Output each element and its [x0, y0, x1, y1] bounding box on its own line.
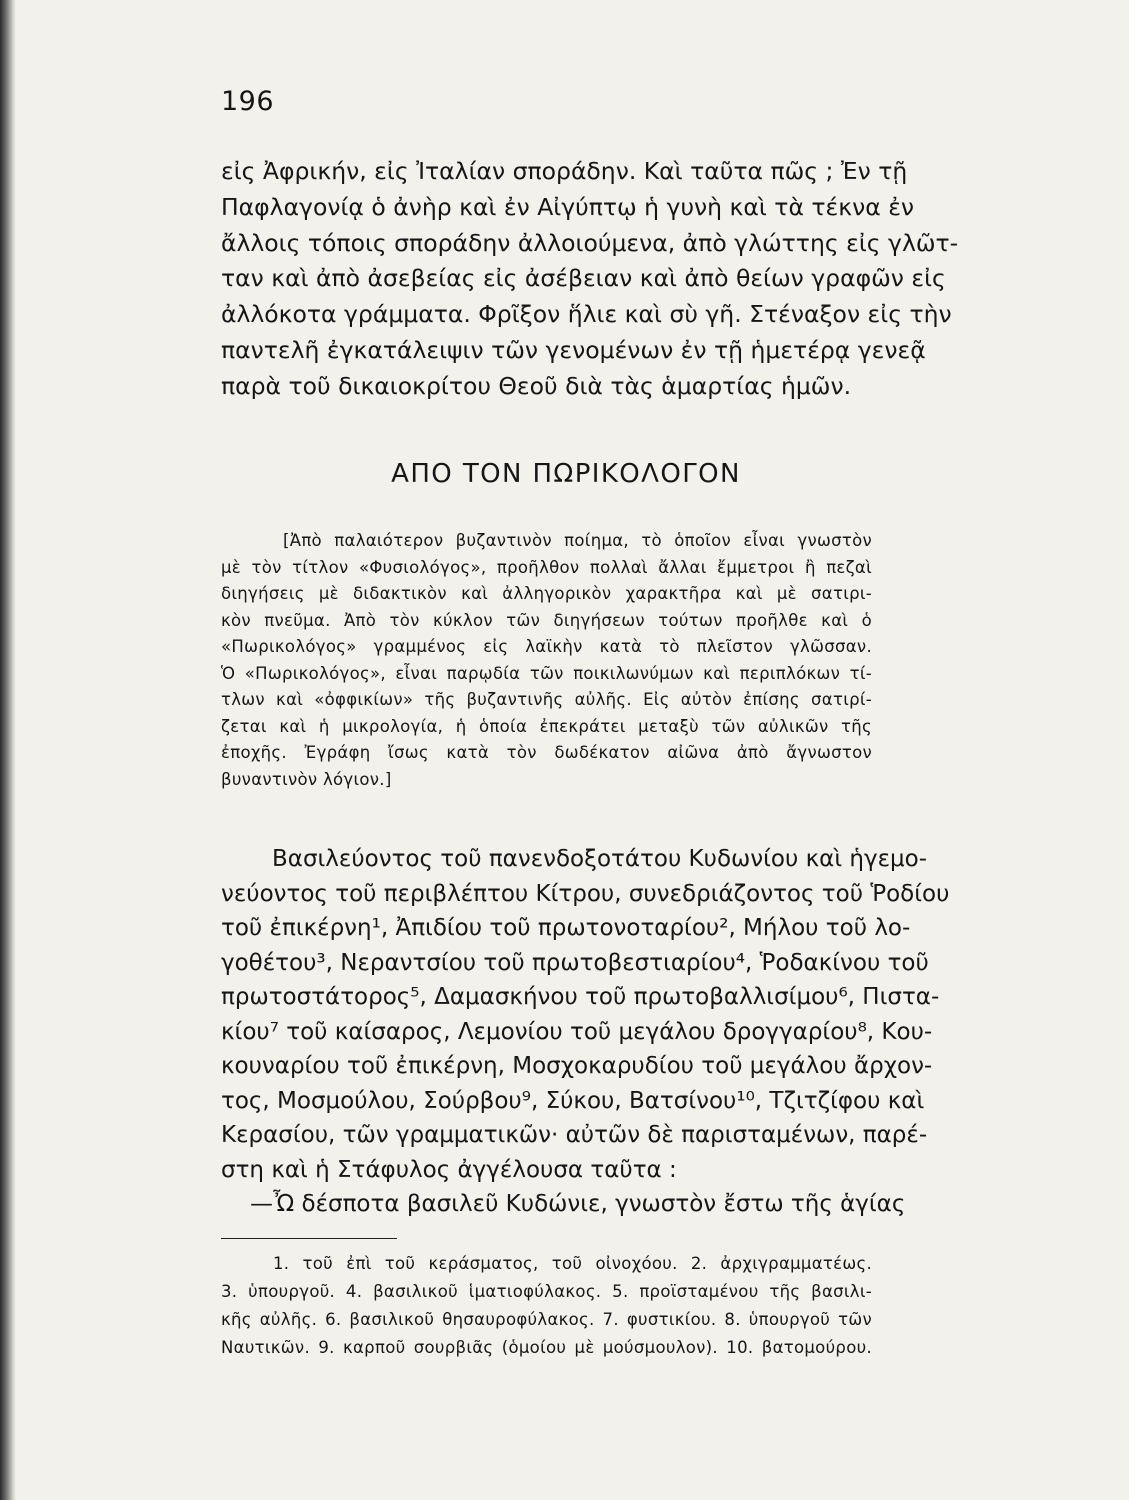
footnote-line: Ναυτικῶν. 9. καρποῦ σουρβιᾶς (ὁμοίου μὲ μούσμουλον). 10. βατομούρου. — [221, 1338, 872, 1357]
footnotes — [221, 1250, 872, 1362]
main-text — [221, 842, 950, 1222]
main-line: Βασιλεύοντος τοῦ πανενδοξοτάτου Κυδωνίου καὶ ἡγεμο- — [272, 846, 928, 872]
intro-line: ἀλλόκοτα γράμματα. Φρῖξον ἥλιε καὶ σὺ γῆ. Στέναξον εἰς τὴν — [221, 300, 952, 329]
main-line: τοῦ ἐπικέρνη¹, Ἀπιδίου τοῦ πρωτονοταρίου², Μήλου τοῦ λο- — [221, 915, 911, 941]
note-line: [Ἀπὸ παλαιότερον βυζαντινὸν ποίημα, τὸ ὁποῖον εἶναι γνωστὸν — [283, 531, 872, 550]
main-line: πρωτοστάτορος⁵, Δαμασκήνου τοῦ πρωτοβαλλισίμου⁶, Πιστα- — [221, 984, 940, 1010]
note-line: κὸν πνεῦμα. Ἀπὸ τὸν κύκλον τῶν διηγήσεων τούτων προῆλθε καὶ ὁ — [221, 610, 872, 630]
note-line: Ὁ «Πωρικολόγος», εἶναι παρῳδία τῶν ποικιλωνύμων καὶ περιπλόκων τί- — [221, 663, 872, 683]
intro-line: ταν καὶ ἀπὸ ἀσεβείας εἰς ἀσέβειαν καὶ ἀπὸ θείων γραφῶν εἰς — [221, 264, 946, 293]
section-heading: ΑΠΟ ΤΟΝ ΠΩΡΙΚΟΛΟΓΟΝ — [391, 459, 741, 489]
note-line: «Πωρικολόγος» γραμμένος εἰς λαϊκὴν κατὰ τὸ πλεῖστον γλῶσσαν. — [221, 637, 872, 656]
note-line: μὲ τὸν τίτλον «Φυσιολόγος», προῆλθον πολλαὶ ἄλλαι ἔμμετροι ἢ πεζαὶ — [221, 557, 872, 577]
main-line: κίου⁷ τοῦ καίσαρος, Λεμονίου τοῦ μεγάλου δρογγαρίου⁸, Κου- — [221, 1018, 933, 1045]
binding-shadow — [0, 0, 16, 1500]
intro-line: ἄλλοις τόποις σποράδην ἀλλοιούμενα, ἀπὸ γλώττης εἰς γλῶτ- — [221, 228, 959, 257]
main-line: νεύοντος τοῦ περιβλέπτου Κίτρου, συνεδριάζοντος τοῦ Ῥοδίου — [221, 880, 950, 907]
main-line: κουναρίου τοῦ ἐπικέρνη, Μοσχοκαρυδίου τοῦ μεγάλου ἄρχον- — [221, 1053, 933, 1079]
note-line: βυναντινὸν λόγιον.] — [221, 769, 392, 789]
footnote-line: κῆς αὐλῆς. 6. βασιλικοῦ θησαυροφύλακος. 7. φυστικίου. 8. ὑπουργοῦ τῶν — [221, 1310, 872, 1329]
intro-line: παντελῆ ἐγκατάλειψιν τῶν γενομένων ἐν τῇ ἡμετέρᾳ γενεᾷ — [221, 335, 926, 364]
main-line: γοθέτου³, Νεραντσίου τοῦ πρωτοβεστιαρίου⁴, Ῥοδακίνου τοῦ — [221, 949, 929, 976]
note-line: τλων καὶ «ὀφφικίων» τῆς βυζαντινῆς αὐλῆς. Εἰς αὐτὸν ἐπίσης σατιρί- — [221, 690, 872, 709]
intro-line: εἰς Ἀφρικήν, εἰς Ἰταλίαν σποράδην. Καὶ ταῦτα πῶς ; Ἐν τῇ — [221, 157, 908, 185]
footnote-line: 3. ὑπουργοῦ. 4. βασιλικοῦ ἱματιοφύλακος. 5. προϊσταμένου τῆς βασιλι- — [221, 1282, 872, 1301]
editorial-note — [221, 528, 872, 793]
intro-line: παρὰ τοῦ δικαιοκρίτου Θεοῦ διὰ τὰς ἁμαρτίας ἡμῶν. — [221, 371, 852, 400]
note-line: διηγήσεις μὲ διδακτικὸν καὶ ἀλληγορικὸν χαρακτῆρα καὶ μὲ σατιρι- — [221, 584, 872, 603]
note-line: ἐποχῆς. Ἐγράφη ἴσως κατὰ τὸν δωδέκατον αἰῶνα ἀπὸ ἄγνωστον — [221, 743, 872, 762]
intro-line: Παφλαγονίᾳ ὁ ἀνὴρ καὶ ἐν Αἰγύπτῳ ἡ γυνὴ καὶ τὰ τέκνα ἐν — [221, 192, 915, 221]
footnote-divider — [221, 1238, 397, 1239]
note-line: ζεται καὶ ἡ μικρολογία, ἡ ὁποία ἐπεκράτει μεταξὺ τῶν αὐλικῶν τῆς — [221, 716, 872, 736]
page-number: 196 — [221, 86, 275, 117]
footnote-line: 1. τοῦ ἐπὶ τοῦ κεράσματος, τοῦ οἰνοχόου. 2. ἀρχιγραμματέως. — [273, 1254, 872, 1273]
main-line: τος, Μοσμούλου, Σούρβου⁹, Σύκου, Βατσίνου¹⁰, Τζιτζίφου καὶ — [221, 1087, 925, 1114]
main-line: στη καὶ ἡ Στάφυλος ἀγγέλουσα ταῦτα : — [221, 1156, 677, 1183]
main-line: —Ὦ δέσποτα βασιλεῦ Κυδώνιε, γνωστὸν ἔστω τῆς ἁγίας — [250, 1191, 906, 1217]
intro-paragraph — [221, 154, 959, 405]
main-line: Κερασίου, τῶν γραμματικῶν· αὐτῶν δὲ παρισταμένων, παρέ- — [221, 1122, 928, 1148]
